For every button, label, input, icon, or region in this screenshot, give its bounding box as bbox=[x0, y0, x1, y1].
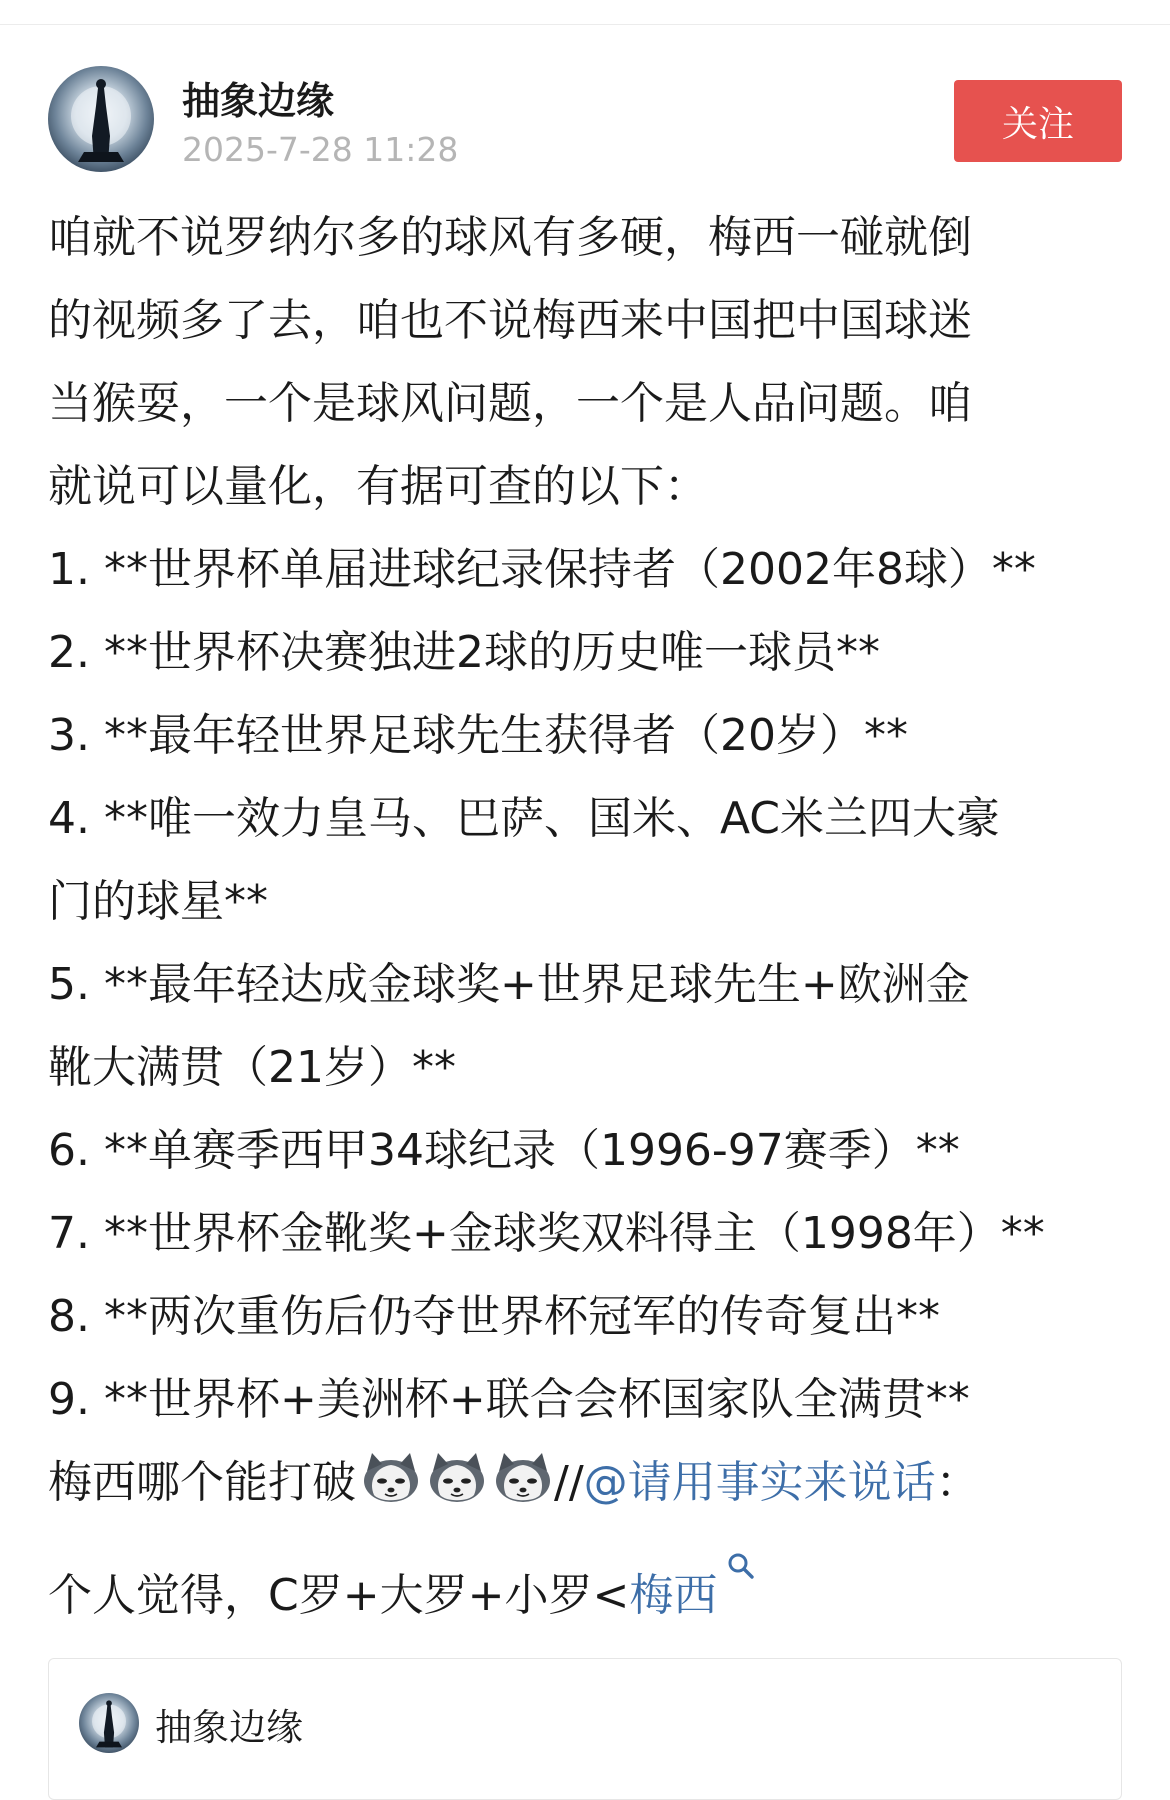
list-item: 1. **世界杯单届进球纪录保持者（2002年8球）** bbox=[48, 544, 1036, 595]
husky-dog-emoji-icon bbox=[360, 1447, 422, 1499]
husky-dog-emoji-icon bbox=[492, 1447, 554, 1499]
list-item-continuation: 门的球星** bbox=[48, 876, 268, 927]
list-item: 4. **唯一效力皇马、巴萨、国米、AC米兰四大豪 bbox=[48, 793, 1001, 844]
husky-dog-emoji-icon bbox=[426, 1447, 488, 1499]
list-item: 6. **单赛季西甲34球纪录（1996-97赛季）** bbox=[48, 1125, 960, 1176]
post-text-line: 当猴耍，一个是球风问题，一个是人品问题。咱 bbox=[48, 378, 972, 429]
post-body bbox=[48, 196, 1130, 1621]
top-divider bbox=[0, 0, 1170, 25]
repost-author-avatar[interactable] bbox=[79, 1693, 139, 1753]
post-text-segment: 梅西哪个能打破 bbox=[48, 1457, 356, 1508]
post-text-line: 的视频多了去，咱也不说梅西来中国把中国球迷 bbox=[48, 295, 972, 346]
post-text-line bbox=[48, 1441, 1130, 1524]
repost-separator: // bbox=[554, 1457, 584, 1508]
follow-button[interactable]: 关注 bbox=[954, 80, 1122, 162]
list-item: 8. **两次重伤后仍夺世界杯冠军的传奇复出** bbox=[48, 1291, 940, 1342]
avatar-moon-silhouette-icon bbox=[48, 66, 154, 172]
list-item: 3. **最年轻世界足球先生获得者（20岁）** bbox=[48, 710, 908, 761]
post-header bbox=[48, 66, 1122, 178]
list-item: 5. **最年轻达成金球奖+世界足球先生+欧洲金 bbox=[48, 959, 970, 1010]
author-avatar[interactable] bbox=[48, 66, 154, 172]
post-text-line: 就说可以量化，有据可查的以下： bbox=[48, 461, 708, 512]
post-time: 2025-7-28 11:28 bbox=[182, 130, 459, 169]
author-name[interactable]: 抽象边缘 bbox=[182, 79, 335, 123]
list-item: 2. **世界杯决赛独进2球的历史唯一球员** bbox=[48, 627, 880, 678]
avatar-moon-silhouette-icon bbox=[79, 1693, 139, 1753]
list-item-continuation: 靴大满贯（21岁）** bbox=[48, 1042, 456, 1093]
list-item: 9. **世界杯+美洲杯+联合会杯国家队全满贯** bbox=[48, 1374, 970, 1425]
post-text-segment: 个人觉得，C罗+大罗+小罗< bbox=[48, 1570, 630, 1621]
topic-link[interactable]: 梅西 bbox=[629, 1570, 718, 1621]
post-text-line: 咱就不说罗纳尔多的球风有多硬，梅西一碰就倒 bbox=[48, 212, 972, 263]
list-item: 7. **世界杯金靴奖+金球奖双料得主（1998年）** bbox=[48, 1208, 1045, 1259]
mention-colon: ： bbox=[935, 1457, 980, 1508]
search-icon[interactable] bbox=[727, 1524, 755, 1552]
repost-author-name[interactable]: 抽象边缘 bbox=[155, 1706, 303, 1749]
post-text-line bbox=[48, 1524, 1130, 1621]
mention-link[interactable]: @请用事实来说话 bbox=[583, 1457, 936, 1508]
repost-card[interactable] bbox=[48, 1658, 1122, 1800]
